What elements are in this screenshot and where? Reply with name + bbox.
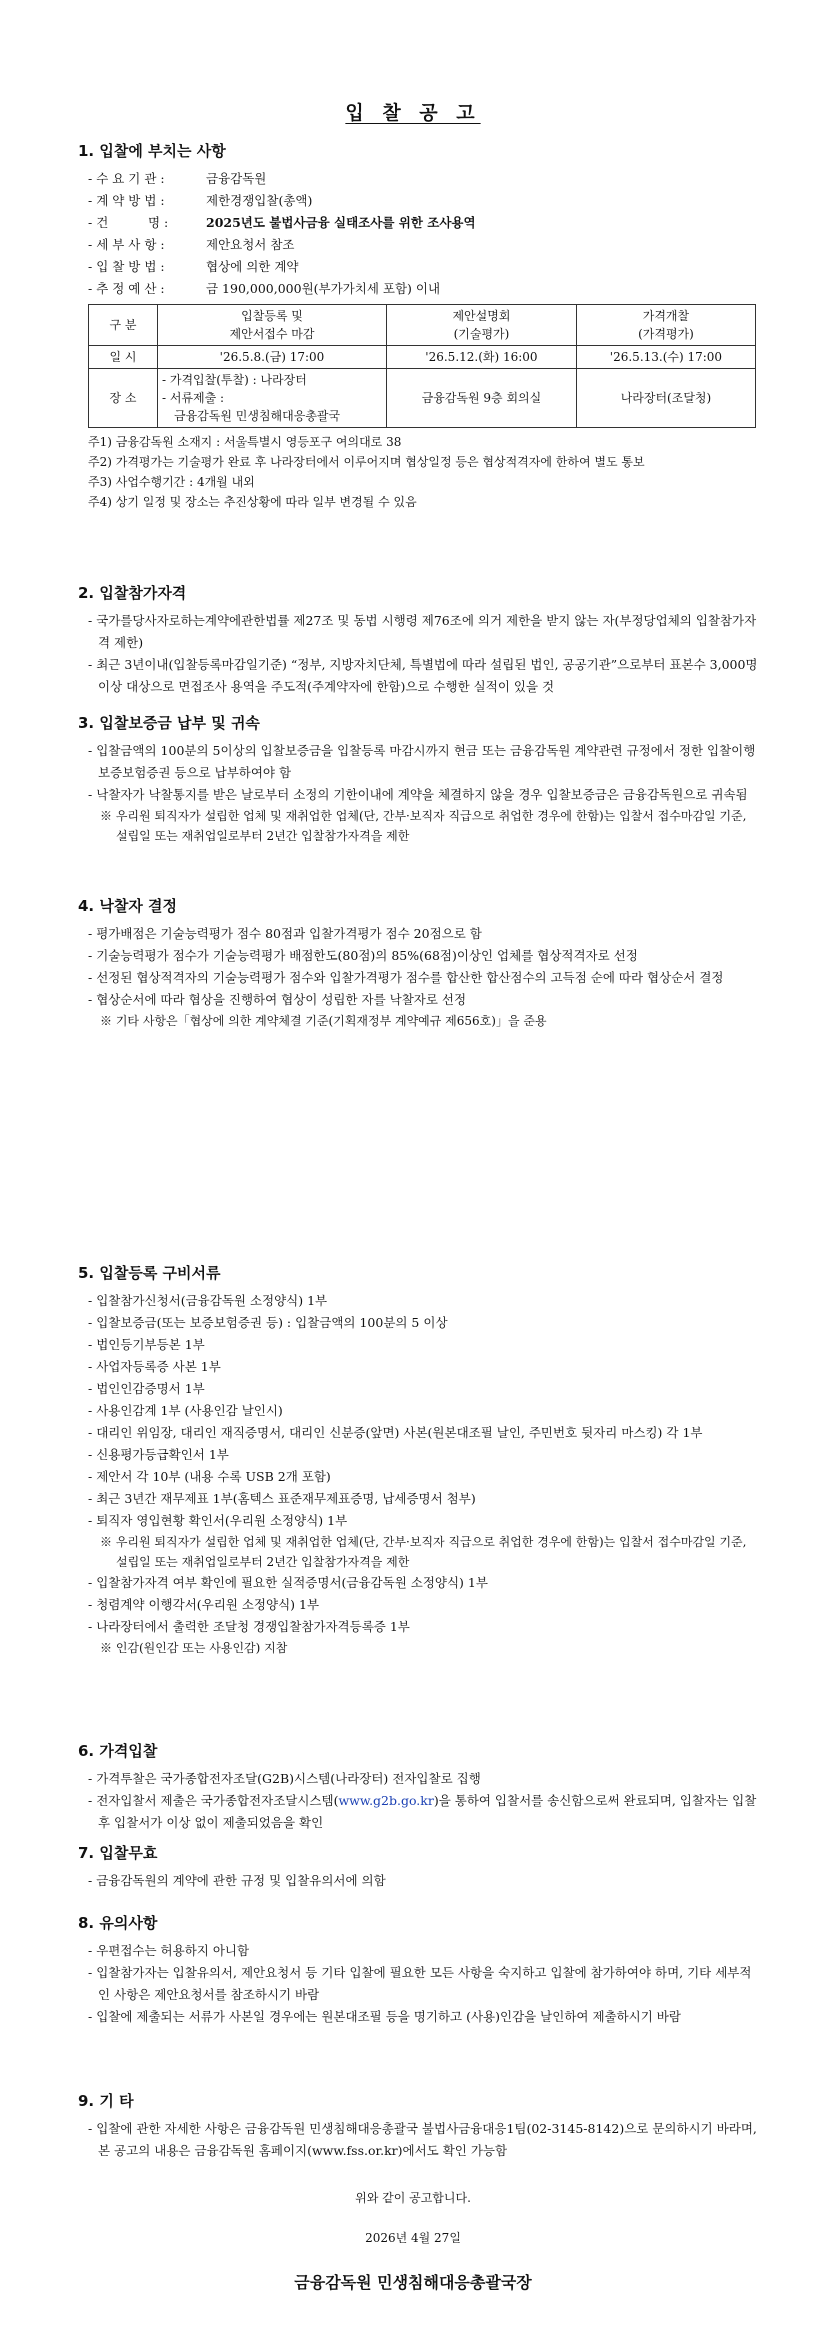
table-header-cell: 가격개찰 (가격평가) <box>576 305 755 346</box>
notice-date: 2026년 4월 27일 <box>365 2231 461 2245</box>
summary-key: - 세 부 사 항 : <box>88 237 165 252</box>
table-header-cell: 구 분 <box>89 305 158 346</box>
list-item: - 입찰금액의 100분의 5이상의 입찰보증금을 입찰등록 마감시까지 현금 또는 금융감독원 계약관련 규정에서 정한 입찰이행 보증보험증권 등으로 납부하여야 함 <box>88 743 756 780</box>
schedule-table <box>88 304 756 428</box>
footnote: 주4) 상기 일정 및 장소는 추진상황에 따라 일부 변경될 수 있음 <box>88 495 417 509</box>
document-list-2 <box>78 1572 758 1638</box>
footnote: 주2) 가격평가는 기술평가 완료 후 나라장터에서 이루어지며 협상일정 등은 협상적격자에 한하여 별도 통보 <box>88 455 645 469</box>
g2b-link[interactable]: www.g2b.go.kr <box>338 1793 434 1808</box>
note: ※ 인감(원인감 또는 사용인감) 지참 <box>100 1641 288 1655</box>
summary-value: 금융감독원 <box>206 171 267 186</box>
summary-row <box>78 278 758 300</box>
closing-line: 위와 같이 공고합니다. <box>355 2191 471 2205</box>
footnotes <box>78 432 758 512</box>
section-heading: 1. 입찰에 부치는 사항 <box>78 142 226 160</box>
table-row-label: 장 소 <box>89 369 158 428</box>
summary-value: 금 190,000,000원(부가가치세 포함) 이내 <box>206 281 441 296</box>
footnote: 주1) 금융감독원 소재지 : 서울특별시 영등포구 여의대로 38 <box>88 435 402 449</box>
list-item: - 입찰참가자격 여부 확인에 필요한 실적증명서(금융감독원 소정양식) 1부 <box>88 1575 488 1590</box>
section-5 <box>78 1262 758 1658</box>
section-heading: 4. 낙찰자 결정 <box>78 897 178 915</box>
section-heading: 8. 유의사항 <box>78 1914 158 1932</box>
note: ※ 기타 사항은「협상에 의한 계약체결 기준(기획재정부 계약예규 제656호)」을 준용 <box>100 1014 547 1028</box>
summary-key: - 건 명 : <box>88 215 169 230</box>
section-3 <box>78 712 758 846</box>
list-item: - 국가를당사자로하는계약에관한법률 제27조 및 동법 시행령 제76조에 의거 제한을 받지 않는 자(부정당업체의 입찰참가자격 제한) <box>88 613 757 650</box>
section-8 <box>78 1912 758 2028</box>
list-item: - 가격투찰은 국가종합전자조달(G2B)시스템(나라장터) 전자입찰로 집행 <box>88 1771 481 1786</box>
section-7 <box>78 1842 758 1892</box>
summary-row <box>78 256 758 278</box>
table-cell: 금융감독원 9층 회의실 <box>387 369 577 428</box>
summary-value: 제안요청서 참조 <box>206 237 295 252</box>
list-item: - 기술능력평가 점수가 기술능력평가 배점한도(80점)의 85%(68점)이상인 업체를 협상적격자로 선정 <box>88 948 638 963</box>
list-item: - 전자입찰서 제출은 국가종합전자조달시스템(www.g2b.go.kr)을 통하여 입찰서를 송신함으로써 완료되며, 입찰자는 입찰 후 입찰서가 이상 없이 제출되었음을 확인 <box>88 1793 757 1830</box>
section-2 <box>78 582 758 698</box>
list-item: - 협상순서에 따라 협상을 진행하여 협상이 성립한 자를 낙찰자로 선정 <box>88 992 467 1007</box>
summary-value: 제한경쟁입찰(총액) <box>206 193 313 208</box>
list-item: - 퇴직자 영입현황 확인서(우리원 소정양식) 1부 <box>88 1513 348 1528</box>
summary-row <box>78 212 758 234</box>
list-item: - 최근 3년이내(입찰등록마감일기준) “정부, 지방자치단체, 특별법에 따라 설립된 법인, 공공기관”으로부터 표본수 3,000명 이상 대상으로 면접조사 용역을 주도적(주계약자에 한함)으로 수행한 실적이 있을 것 <box>88 657 758 694</box>
list-item: - 사업자등록증 사본 1부 <box>88 1359 221 1374</box>
section-heading: 3. 입찰보증금 납부 및 귀속 <box>78 714 260 732</box>
list-item: - 신용평가등급확인서 1부 <box>88 1447 229 1462</box>
list-item: - 입찰참가신청서(금융감독원 소정양식) 1부 <box>88 1293 328 1308</box>
list-item: - 최근 3년간 재무제표 1부(홈텍스 표준재무제표증명, 납세증명서 첨부) <box>88 1491 476 1506</box>
section-6 <box>78 1740 758 1834</box>
list-item: - 평가배점은 기술능력평가 점수 80점과 입찰가격평가 점수 20점으로 함 <box>88 926 482 941</box>
table-cell: - 가격입찰(투찰) : 나라장터 - 서류제출 : 금융감독원 민생침해대응총괄국 <box>158 369 387 428</box>
list-item: - 사용인감계 1부 (사용인감 날인시) <box>88 1403 283 1418</box>
table-cell: 나라장터(조달청) <box>576 369 755 428</box>
document-list <box>78 1290 758 1532</box>
note: ※ 우리원 퇴직자가 설립한 업체 및 재취업한 업체(단, 간부·보직자 직급으로 취업한 경우에 한함)는 입찰서 접수마감일 기준, 설립일 또는 재취업일로부터 2년간 입찰참가자격을 제한 <box>100 809 747 843</box>
list-item: - 제안서 각 10부 (내용 수록 USB 2개 포함) <box>88 1469 331 1484</box>
list-item: - 입찰참가자는 입찰유의서, 제안요청서 등 기타 입찰에 필요한 모든 사항을 숙지하고 입찰에 참가하여야 하며, 기타 세부적인 사항은 제안요청서를 참조하시기 바람 <box>88 1965 752 2002</box>
section-9 <box>78 2090 758 2162</box>
summary-value: 2025년도 불법사금융 실태조사를 위한 조사용역 <box>206 215 476 230</box>
list-item: - 우편접수는 허용하지 아니함 <box>88 1943 250 1958</box>
summary-key: - 수 요 기 관 : <box>88 171 165 186</box>
section-1 <box>78 140 758 512</box>
list-item: - 입찰에 관한 자세한 사항은 금융감독원 민생침해대응총괄국 불법사금융대응1팀(02-3145-8142)으로 문의하시기 바라며, 본 공고의 내용은 금융감독원 홈페이지(www.fss.or.kr)에서도 확인 가능함 <box>88 2121 757 2158</box>
note: ※ 우리원 퇴직자가 설립한 업체 및 재취업한 업체(단, 간부·보직자 직급으로 취업한 경우에 한함)는 입찰서 접수마감일 기준, 설립일 또는 재취업일로부터 2년간 입찰참가자격을 제한 <box>100 1535 747 1569</box>
list-item: - 대리인 위임장, 대리인 재직증명서, 대리인 신분증(앞면) 사본(원본대조필 날인, 주민번호 뒷자리 마스킹) 각 1부 <box>88 1425 703 1440</box>
list-item: - 나라장터에서 출력한 조달청 경쟁입찰참가자격등록증 1부 <box>88 1619 410 1634</box>
section-heading: 7. 입찰무효 <box>78 1844 158 1862</box>
list-item: - 금융감독원의 계약에 관한 규정 및 입찰유의서에 의함 <box>88 1873 386 1888</box>
section-heading: 9. 기 타 <box>78 2092 134 2110</box>
section-4 <box>78 895 758 1031</box>
issuer: 금융감독원 민생침해대응총괄국장 <box>294 2273 532 2292</box>
list-item: - 청렴계약 이행각서(우리원 소정양식) 1부 <box>88 1597 320 1612</box>
summary-row <box>78 190 758 212</box>
list-item: - 낙찰자가 낙찰통지를 받은 날로부터 소정의 기한이내에 계약을 체결하지 않을 경우 입찰보증금은 금융감독원으로 귀속됨 <box>88 787 748 802</box>
summary-row <box>78 234 758 256</box>
summary-key: - 계 약 방 법 : <box>88 193 165 208</box>
section-heading: 5. 입찰등록 구비서류 <box>78 1264 221 1282</box>
list-item: - 입찰보증금(또는 보증보험증권 등) : 입찰금액의 100분의 5 이상 <box>88 1315 448 1330</box>
table-cell: '26.5.8.(금) 17:00 <box>158 346 387 369</box>
summary-row <box>78 168 758 190</box>
table-row-label: 일 시 <box>89 346 158 369</box>
list-item: - 법인등기부등본 1부 <box>88 1337 205 1352</box>
summary-key: - 추 정 예 산 : <box>88 281 165 296</box>
table-header-cell: 입찰등록 및 제안서접수 마감 <box>158 305 387 346</box>
section-heading: 2. 입찰참가자격 <box>78 584 187 602</box>
page-title: 입 찰 공 고 <box>345 102 481 124</box>
table-header-cell: 제안설명회 (기술평가) <box>387 305 577 346</box>
summary-value: 협상에 의한 계약 <box>206 259 299 274</box>
table-cell: '26.5.13.(수) 17:00 <box>576 346 755 369</box>
section-heading: 6. 가격입찰 <box>78 1742 158 1760</box>
summary-key: - 입 찰 방 법 : <box>88 259 165 274</box>
summary-list <box>78 168 758 300</box>
list-item: - 법인인감증명서 1부 <box>88 1381 205 1396</box>
footnote: 주3) 사업수행기간 : 4개월 내외 <box>88 475 255 489</box>
list-item: - 선정된 협상적격자의 기술능력평가 점수와 입찰가격평가 점수를 합산한 합산점수의 고득점 순에 따라 협상순서 결정 <box>88 970 724 985</box>
list-item: - 입찰에 제출되는 서류가 사본일 경우에는 원본대조필 등을 명기하고 (사용)인감을 날인하여 제출하시기 바람 <box>88 2009 681 2024</box>
table-cell: '26.5.12.(화) 16:00 <box>387 346 577 369</box>
